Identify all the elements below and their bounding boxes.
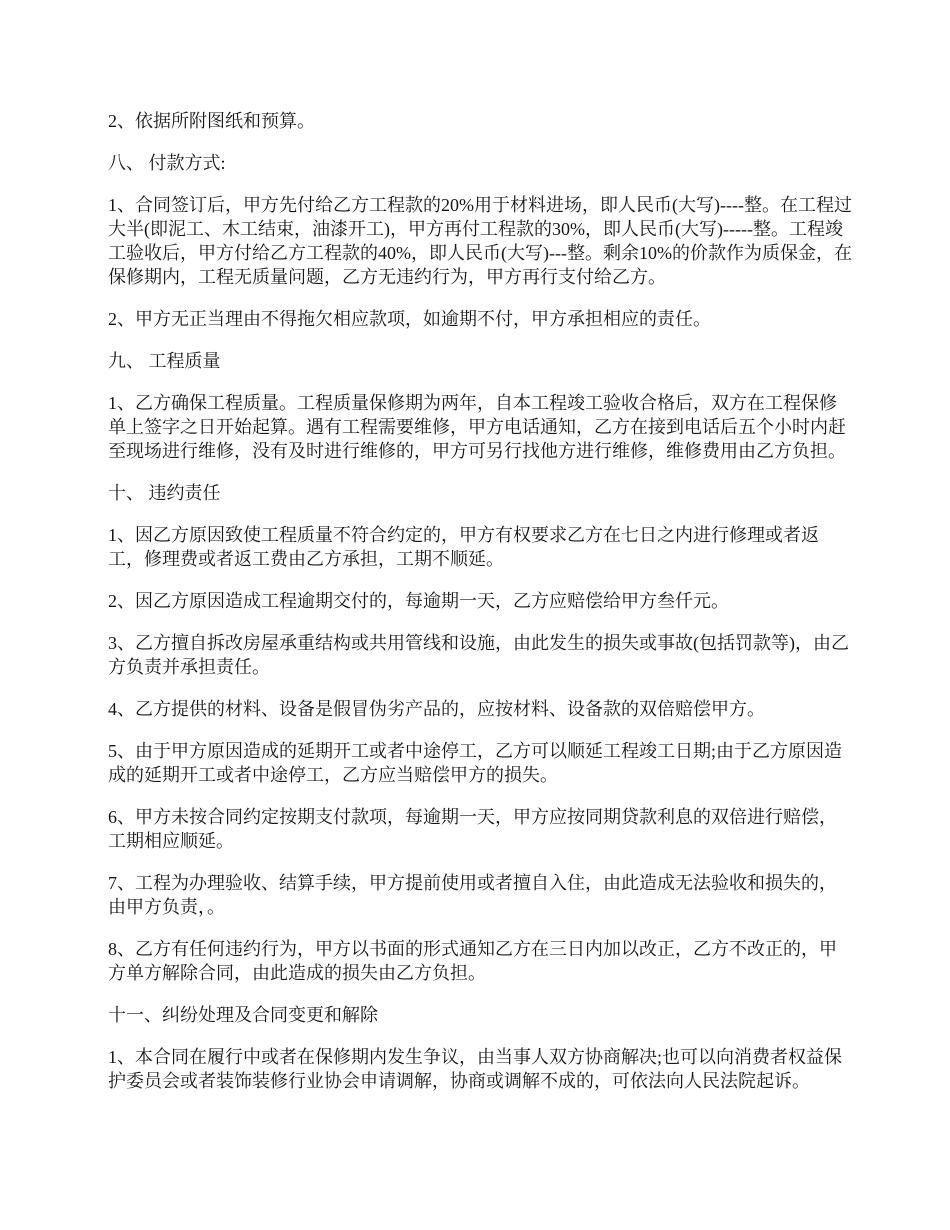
contract-body [108,109,853,1093]
contract-paragraph: 2、因乙方原因造成工程逾期交付的，每逾期一天，乙方应赔偿给甲方叁仟元。 [108,591,729,611]
contract-paragraph: 1、本合同在履行中或者在保修期内发生争议，由当事人双方协商解决;也可以向消费者权益保护委员会或者装饰装修行业协会申请调解，协商或调解不成的，可依法向人民法院起诉。 [108,1047,842,1091]
contract-paragraph: 1、乙方确保工程质量。工程质量保修期为两年，自本工程竣工验收合格后，双方在工程保修单上签字之日开始起算。遇有工程需要维修，甲方电话通知，乙方在接到电话后五个小时内赶至现场进行维修，没有及时进行维修的，甲方可另行找他方进行维修，维修费用由乙方负担。 [108,393,846,461]
contract-paragraph: 2、甲方无正当理由不得拖欠相应款项，如逾期不付，甲方承担相应的责任。 [108,309,711,329]
contract-paragraph: 2、依据所附图纸和预算。 [108,111,315,131]
contract-paragraph: 1、因乙方原因致使工程质量不符合约定的，甲方有权要求乙方在七日之内进行修理或者返工，修理费或者返工费由乙方承担，工期不顺延。 [108,525,819,569]
contract-paragraph: 4、乙方提供的材料、设备是假冒伪劣产品的，应按材料、设备款的双倍赔偿甲方。 [108,699,765,719]
contract-paragraph: 5、由于甲方原因造成的延期开工或者中途停工，乙方可以顺延工程竣工日期;由于乙方原因造成的延期开工或者中途停工，乙方应当赔偿甲方的损失。 [108,741,842,785]
contract-paragraph: 8、乙方有任何违约行为，甲方以书面的形式通知乙方在三日内加以改正，乙方不改正的，甲方单方解除合同，由此造成的损失由乙方负担。 [108,939,837,983]
contract-paragraph: 6、甲方未按合同约定按期支付款项，每逾期一天，甲方应按同期贷款利息的双倍进行赔偿，工期相应顺延。 [108,807,837,851]
section-heading: 九、 工程质量 [108,351,221,371]
contract-paragraph: 3、乙方擅自拆改房屋承重结构或共用管线和设施，由此发生的损失或事故(包括罚款等)，由乙方负责并承担责任。 [108,633,849,677]
section-heading: 十一、纠纷处理及合同变更和解除 [108,1005,378,1025]
contract-paragraph: 7、工程为办理验收、结算手续，甲方提前使用或者擅自入住，由此造成无法验收和损失的，由甲方负责，。 [108,873,837,917]
contract-paragraph: 1、合同签订后，甲方先付给乙方工程款的20%用于材料进场，即人民币(大写)----整。在工程过大半(即泥工、木工结束，油漆开工)，甲方再付工程款的30%，即人民币(大写)-----整。工程竣工验收后，甲方付给乙方工程款的40%，即人民币(大写)---整。剩余10%的价款作为质保金，在保修期内，工程无质量问题，乙方无违约行为，甲方再行支付给乙方。 [108,195,852,287]
section-heading: 八、 付款方式: [108,153,226,173]
section-heading: 十、 违约责任 [108,483,221,503]
